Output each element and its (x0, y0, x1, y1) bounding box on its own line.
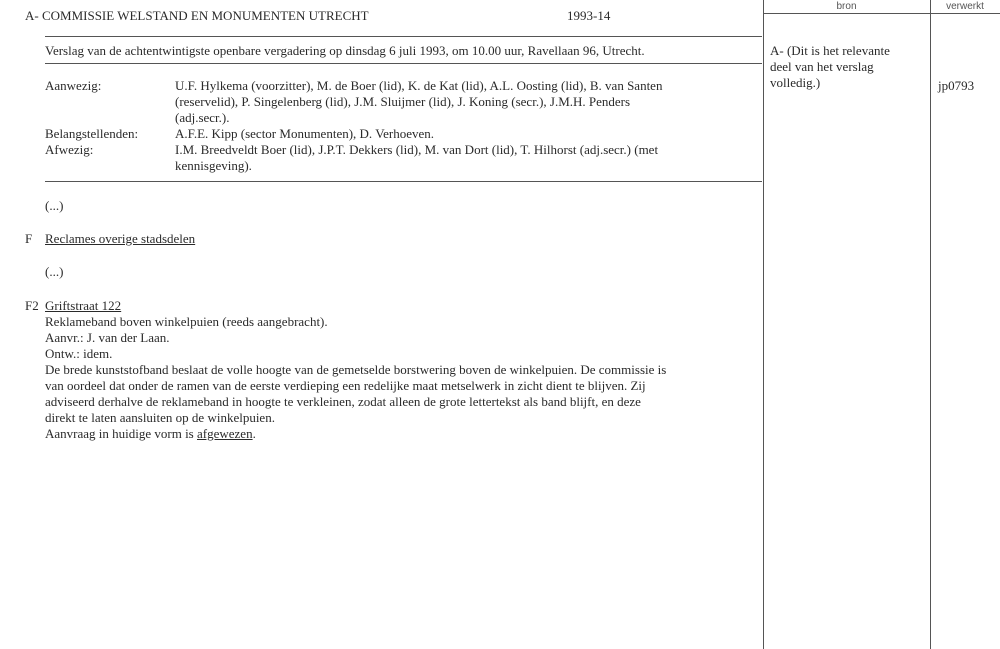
bron-note-line-1: A- (Dit is het relevante (770, 43, 890, 58)
absent-line-2: kennisgeving). (175, 158, 252, 173)
item-f2-line-2: Aanvr.: J. van der Laan. (45, 330, 170, 345)
bron-column-left-border (763, 0, 764, 649)
item-f2-line-7: direkt te laten aansluiten op de winkelpuien. (45, 410, 275, 425)
verwerkt-code: jp0793 (938, 78, 975, 93)
absent-label: Afwezig: (45, 142, 94, 157)
stakeholders-value: A.F.E. Kipp (sector Monumenten), D. Verhoeven. (175, 126, 435, 141)
bron-note-line-2: deel van het verslag (770, 59, 874, 74)
column-header-verwerkt: verwerkt (946, 1, 984, 12)
present-line-1: U.F. Hylkema (voorzitter), M. de Boer (lid), K. de Kat (lid), A.L. Oosting (lid), B. van Santen (175, 78, 663, 93)
stakeholders-label: Belangstellenden: (45, 126, 139, 141)
section-f-title: Reclames overige stadsdelen (45, 231, 196, 246)
document-header (25, 8, 369, 24)
bron-note-line-3: volledig.) (770, 75, 821, 90)
item-f2-line-1: Reklameband boven winkelpuien (reeds aangebracht). (45, 314, 328, 329)
omission-marker-2: (...) (45, 264, 64, 279)
column-header-divider (763, 13, 1000, 14)
header-title: COMMISSIE WELSTAND EN MONUMENTEN UTRECHT (41, 8, 369, 23)
decision-suffix: . (252, 426, 256, 441)
meeting-top-rule (45, 36, 762, 37)
item-f2-address: Griftstraat 122 (45, 298, 122, 313)
omission-marker-1: (...) (45, 198, 64, 213)
item-f2-line-3: Ontw.: idem. (45, 346, 113, 361)
meeting-line: Verslag van de achtentwintigste openbare vergadering op dinsdag 6 juli 1993, om 10.00 uur, Ravellaan 96, Utrecht. (45, 43, 645, 58)
column-header-bron: bron (836, 1, 857, 12)
item-f2-decision-line (45, 426, 256, 442)
present-label: Aanwezig: (45, 78, 102, 93)
meeting-bottom-rule (45, 63, 762, 64)
decision-prefix: Aanvraag in huidige vorm is (45, 426, 197, 441)
header-year: 1993-14 (567, 8, 611, 23)
header-prefix: A- (25, 8, 39, 23)
verwerkt-column-left-border (930, 0, 931, 649)
present-line-2: (reservelid), P. Singelenberg (lid), J.M. Sluijmer (lid), J. Koning (secr.), J.M.H. Penders (175, 94, 631, 109)
item-f2-line-5: van oordeel dat onder de ramen van de eerste verdieping een redelijke maat metselwerk in zicht dient te blijven. Zij (45, 378, 646, 393)
item-f2-line-4: De brede kunststofband beslaat de volle hoogte van de gemetselde borstwering boven de winkelpuien. De commissie is (45, 362, 667, 377)
present-line-3: (adj.secr.). (175, 110, 230, 125)
absent-line-1: I.M. Breedveldt Boer (lid), J.P.T. Dekkers (lid), M. van Dort (lid), T. Hilhorst (adj.secr.) (met (175, 142, 659, 157)
item-f2-line-6: adviseerd derhalve de reklameband in hoogte te verkleinen, zodat alleen de grote lettertekst als band blijft, en deze (45, 394, 641, 409)
decision-value: afgewezen (197, 426, 253, 441)
section-f-code: F (25, 231, 33, 246)
attendees-bottom-rule (45, 181, 762, 182)
item-f2-code: F2 (25, 298, 39, 313)
